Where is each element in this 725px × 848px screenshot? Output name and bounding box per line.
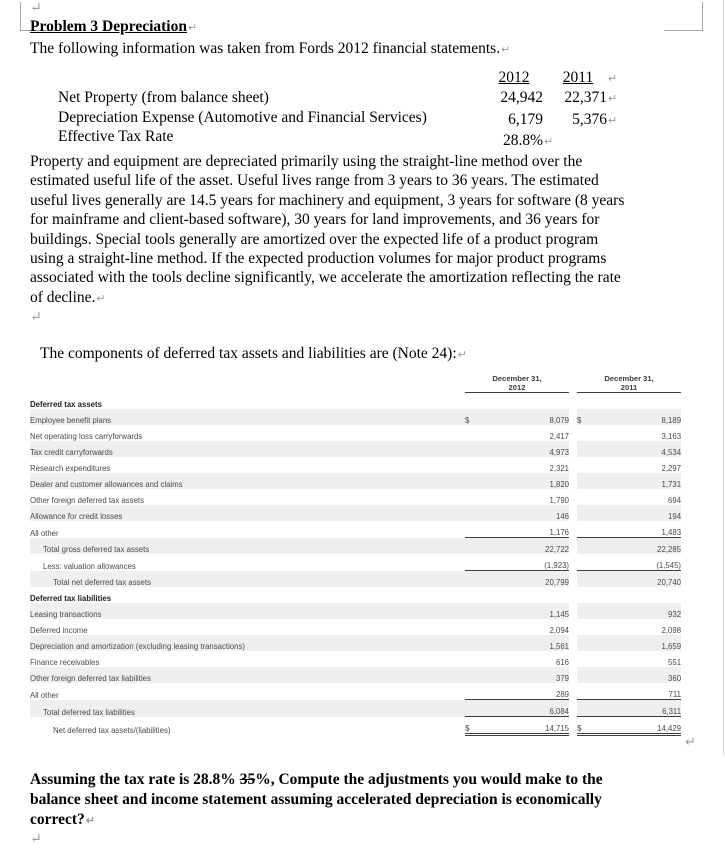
row-value-2012: 1,820: [491, 473, 569, 489]
header-gap: [569, 374, 577, 393]
table-lead-in: [40, 344, 695, 365]
row-value-2011: 194: [603, 505, 681, 521]
row-currency-2011: [577, 700, 603, 717]
table-row: [30, 393, 681, 410]
column-header-2011-line2: 2011: [620, 383, 638, 393]
row-value-2012: 6,084: [491, 700, 569, 717]
row-currency-2011: [577, 683, 603, 700]
paragraph-mark-policy: ↵: [96, 292, 106, 305]
row-currency-2011: [577, 635, 603, 651]
closing-after: %, Compute the adjustments you would make to the balance sheet and income statement assuming accelerated depreciation is economically correct?: [30, 771, 603, 829]
row-currency-2011: [577, 619, 603, 635]
row-gap: [569, 441, 577, 457]
row-label: Allowance for credit losses: [30, 505, 465, 521]
row-label: Leasing transactions: [30, 603, 465, 619]
row-label: Finance receivables: [30, 651, 465, 667]
policy-paragraph: [30, 152, 630, 309]
table-head: [30, 374, 681, 393]
row-value-2012: [491, 393, 569, 410]
row-value-2012: 4,973: [491, 441, 569, 457]
row-gap: [569, 538, 577, 555]
row-currency-2011: [577, 521, 603, 538]
row-currency-2011: [577, 587, 603, 603]
intro-sentence: [30, 39, 695, 60]
summary-net-property-2012: 24,942: [500, 89, 543, 106]
row-gap: [569, 409, 577, 425]
row-label: Research expenditures: [30, 457, 465, 473]
row-currency-2012: [465, 619, 491, 635]
row-value-2012: 1,561: [491, 635, 569, 651]
row-label: Depreciation and amortization (excluding leasing transactions): [30, 635, 465, 651]
row-value-2012: 22,722: [491, 538, 569, 555]
row-value-2011: 360: [603, 667, 681, 683]
row-currency-2011: [577, 667, 603, 683]
row-value-2011: 711: [603, 683, 681, 700]
row-currency-2011: $: [577, 409, 603, 425]
table-body: [30, 393, 681, 735]
paragraph-mark-trailing: ↵: [30, 832, 42, 848]
header-spacer: [30, 374, 465, 393]
row-gap: [569, 603, 577, 619]
row-currency-2011: [577, 457, 603, 473]
problem-title-row: [30, 17, 695, 38]
summary-row-labels: [58, 88, 427, 147]
row-currency-2012: [465, 651, 491, 667]
row-currency-2012: [465, 554, 491, 571]
row-value-2012: [491, 587, 569, 603]
row-currency-2011: [577, 651, 603, 667]
paragraph-mark-closing: ↵: [85, 815, 95, 828]
row-currency-2012: [465, 489, 491, 505]
row-label: Employee benefit plans: [30, 409, 465, 425]
column-header-2011-line1: December 31,: [604, 374, 654, 384]
intro-sentence-text: The following information was taken from Fords 2012 financial statements.: [30, 40, 501, 57]
paragraph-mark-leadin: ↵: [457, 349, 467, 362]
row-gap: [569, 393, 577, 410]
row-gap: [569, 521, 577, 538]
summary-net-property-2011: 22,371: [564, 89, 607, 106]
row-currency-2011: [577, 473, 603, 489]
row-value-2012: 616: [491, 651, 569, 667]
paragraph-mark-leading: ↵: [30, 1, 42, 16]
page-title-text: Problem 3 Depreciation: [30, 18, 187, 35]
closing-question: [30, 770, 615, 831]
row-gap: [569, 425, 577, 441]
summary-values-effective-tax-rate: [485, 131, 670, 153]
row-value-2011: 6,311: [603, 700, 681, 717]
row-currency-2012: [465, 393, 491, 410]
row-currency-2012: [465, 683, 491, 700]
paragraph-mark-title: ↵: [187, 22, 198, 34]
paragraph-mark-years: ↵: [608, 73, 618, 85]
row-currency-2012: $: [465, 717, 491, 735]
row-currency-2011: [577, 505, 603, 521]
summary-row-values: [485, 88, 670, 153]
row-gap: [569, 667, 577, 683]
document-body: [30, 0, 695, 848]
row-currency-2011: [577, 393, 603, 410]
row-label: Deferred income: [30, 619, 465, 635]
row-currency-2012: [465, 538, 491, 555]
row-value-2012: 14,715: [491, 717, 569, 735]
row-currency-2012: [465, 635, 491, 651]
row-gap: [569, 473, 577, 489]
row-value-2011: 4,534: [603, 441, 681, 457]
row-currency-2012: [465, 667, 491, 683]
row-gap: [569, 587, 577, 603]
row-currency-2011: [577, 489, 603, 505]
row-label: Other foreign deferred tax liabilities: [30, 667, 465, 683]
row-value-2012: 2,094: [491, 619, 569, 635]
summary-values-depreciation-expense: [485, 110, 670, 132]
paragraph-mark-intro: ↵: [501, 44, 511, 56]
row-currency-2011: [577, 425, 603, 441]
table-row: [30, 651, 681, 667]
row-currency-2011: [577, 538, 603, 555]
table-row: [30, 683, 681, 700]
paragraph-mark-row1: ↵: [608, 93, 618, 105]
row-label: Tax credit carryforwards: [30, 441, 465, 457]
table-row: [30, 505, 681, 521]
row-value-2011: 932: [603, 603, 681, 619]
table-row: [30, 587, 681, 603]
row-currency-2012: [465, 457, 491, 473]
row-label: All other: [30, 521, 465, 538]
table-row: [30, 700, 681, 717]
policy-paragraph-text: Property and equipment are depreciated primarily using the straight-line method over the estimated useful life of the asset. Useful lives range from 3 years to 36 years. The estimated useful lives generally are 14.5 years for machinery and equipment, 3 years for software (8 years for mainframe and client-based software), 30 years for land improvements, and 36 years for buildings. Special tools generally are amortized over the expected life of a product program using a straight-line method. If the expected production volumes for major product programs associated with the tools decline significantly, we accelerate the amortization reflecting the rate of decline.: [30, 153, 625, 306]
row-value-2011: 551: [603, 651, 681, 667]
closing-struck-rate: 35: [239, 771, 256, 789]
row-value-2012: 146: [491, 505, 569, 521]
row-gap: [569, 683, 577, 700]
row-gap: [569, 505, 577, 521]
row-label: Other foreign deferred tax assets: [30, 489, 465, 505]
row-value-2011: 8,189: [603, 409, 681, 425]
row-value-2012: 1,145: [491, 603, 569, 619]
row-gap: [569, 489, 577, 505]
closing-before: Assuming the tax rate is 28.8%: [30, 771, 240, 789]
row-value-2012: 8,079: [491, 409, 569, 425]
row-gap: [569, 571, 577, 588]
row-gap: [569, 619, 577, 635]
summary-year-2011: 2011: [562, 69, 594, 86]
summary-label-effective-tax-rate: Effective Tax Rate: [58, 128, 174, 145]
row-value-2011: [603, 587, 681, 603]
row-label: Deferred tax liabilities: [30, 587, 465, 603]
page-title: [30, 17, 187, 36]
table-row: [30, 571, 681, 588]
row-currency-2012: [465, 425, 491, 441]
row-currency-2012: [465, 521, 491, 538]
row-label: Dealer and customer allowances and claims: [30, 473, 465, 489]
table-row: [30, 554, 681, 571]
row-label: Deferred tax assets: [30, 393, 465, 410]
row-currency-2012: [465, 587, 491, 603]
table-row: [30, 409, 681, 425]
row-value-2012: 1,790: [491, 489, 569, 505]
row-gap: [569, 635, 577, 651]
table-row: [30, 667, 681, 683]
deferred-tax-table: [30, 374, 681, 736]
row-gap: [569, 700, 577, 717]
row-value-2012: (1,923): [491, 554, 569, 571]
page-right-edge: [723, 0, 724, 755]
row-value-2011: 1,731: [603, 473, 681, 489]
row-gap: [569, 651, 577, 667]
row-value-2011: 22,285: [603, 538, 681, 555]
row-value-2011: 2,098: [603, 619, 681, 635]
summary-label-net-property: Net Property (from balance sheet): [58, 89, 269, 106]
summary-depreciation-2011: 5,376: [572, 110, 607, 128]
row-currency-2012: [465, 603, 491, 619]
table-header-row: [30, 374, 681, 393]
row-value-2011: 3,163: [603, 425, 681, 441]
row-value-2011: 1,659: [603, 635, 681, 651]
summary-figures-block: [30, 68, 695, 149]
row-currency-2012: [465, 473, 491, 489]
row-currency-2011: [577, 441, 603, 457]
table-row: [30, 473, 681, 489]
summary-values-net-property: [485, 88, 670, 110]
row-currency-2011: [577, 571, 603, 588]
row-currency-2012: $: [465, 409, 491, 425]
table-row: [30, 603, 681, 619]
row-gap: [569, 554, 577, 571]
row-currency-2012: [465, 505, 491, 521]
table-lead-in-text: The components of deferred tax assets and liabilities are (Note 24):: [40, 345, 457, 363]
summary-tax-rate-2012: 28.8%: [502, 132, 543, 149]
row-currency-2012: [465, 700, 491, 717]
row-currency-2012: [465, 441, 491, 457]
row-label: Less: valuation allowances: [30, 554, 465, 571]
row-label: Total gross deferred tax assets: [30, 538, 465, 555]
row-currency-2011: [577, 603, 603, 619]
table-row: [30, 619, 681, 635]
paragraph-mark-row3: ↵: [544, 136, 554, 148]
table-row: [30, 635, 681, 651]
table-row: [30, 441, 681, 457]
deferred-tax-table-wrapper: [30, 374, 696, 750]
column-header-2012: [465, 374, 569, 393]
row-label: Total deferred tax liabilities: [30, 700, 465, 717]
row-value-2011: 694: [603, 489, 681, 505]
row-currency-2012: [465, 571, 491, 588]
row-value-2011: 1,483: [603, 521, 681, 538]
row-value-2011: 2,297: [603, 457, 681, 473]
paragraph-mark-after-table: ↵: [685, 734, 696, 750]
row-label: All other: [30, 683, 465, 700]
table-row: [30, 717, 681, 735]
row-gap: [569, 457, 577, 473]
column-header-2012-line2: 2012: [508, 383, 526, 393]
row-value-2012: 289: [491, 683, 569, 700]
summary-label-depreciation-expense: Depreciation Expense (Automotive and Financial Services): [58, 108, 427, 126]
row-currency-2011: [577, 554, 603, 571]
row-label: Net operating loss carryforwards: [30, 425, 465, 441]
row-value-2011: 14,429: [603, 717, 681, 735]
table-row: [30, 457, 681, 473]
row-gap: [569, 717, 577, 735]
row-currency-2011: $: [577, 717, 603, 735]
row-value-2011: 20,740: [603, 571, 681, 588]
row-value-2012: 379: [491, 667, 569, 683]
summary-year-headers: [485, 68, 665, 90]
row-value-2012: 1,176: [491, 521, 569, 538]
row-value-2011: [603, 393, 681, 410]
row-value-2012: 2,321: [491, 457, 569, 473]
table-row: [30, 425, 681, 441]
row-value-2012: 20,799: [491, 571, 569, 588]
paragraph-mark-row2: ↵: [608, 114, 618, 127]
table-row: [30, 521, 681, 538]
row-value-2011: (1,545): [603, 554, 681, 571]
summary-year-2012: 2012: [498, 69, 530, 86]
table-row: [30, 489, 681, 505]
table-row: [30, 538, 681, 555]
summary-depreciation-2012: 6,179: [508, 110, 543, 128]
column-header-2011: [577, 374, 681, 393]
row-value-2012: 2,417: [491, 425, 569, 441]
row-label: Total net deferred tax assets: [30, 571, 465, 588]
row-label: Net deferred tax assets/(liabilities): [30, 717, 465, 735]
paragraph-mark-spacer-1: ↵: [30, 310, 42, 326]
column-header-2012-line1: December 31,: [492, 374, 542, 384]
